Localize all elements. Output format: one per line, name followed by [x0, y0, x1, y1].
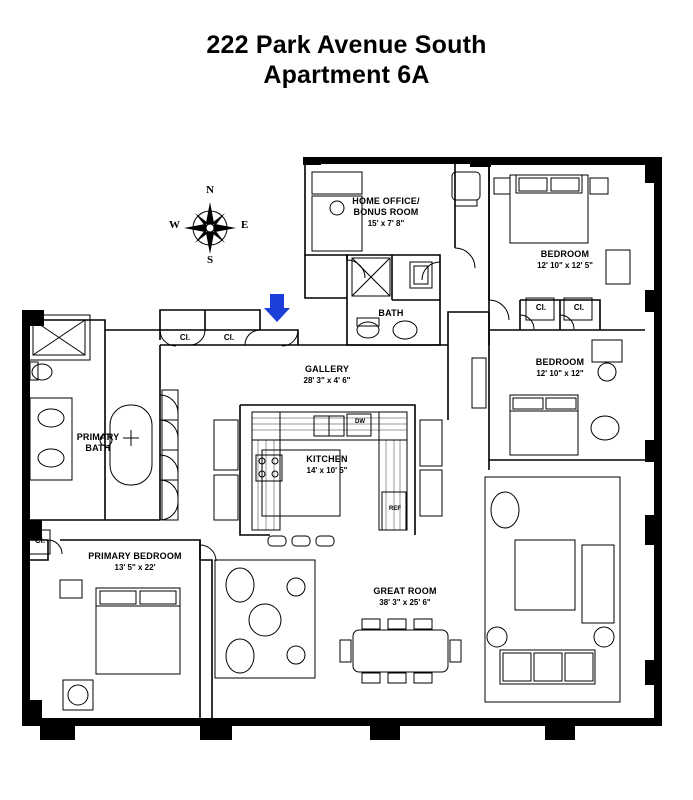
primary-bath-fixtures — [28, 315, 178, 520]
closet-label-gallery-2: Cl. — [223, 333, 235, 342]
closet-label-gallery-1: Cl. — [179, 333, 191, 342]
compass-east-label: E — [241, 219, 249, 231]
room-label-great-room: GREAT ROOM 38' 3" x 25' 6" — [373, 586, 437, 607]
kitchen-fixtures — [252, 412, 407, 546]
compass-south-label: S — [207, 254, 214, 266]
room-label-bedroom-1: BEDROOM 12' 10" x 12' 5" — [537, 249, 593, 270]
room-label-bath: BATH — [378, 308, 404, 318]
entry-arrow-icon — [264, 294, 290, 322]
room-label-home-office: HOME OFFICE/ BONUS ROOM 15' x 7' 8" — [352, 196, 420, 228]
appliance-label-refrigerator: REF — [389, 506, 401, 512]
closet-label-bedroom-1: Cl. — [535, 303, 547, 312]
compass-north-label: N — [206, 184, 214, 196]
room-label-primary-bedroom: PRIMARY BEDROOM 13' 5" x 22' — [88, 551, 182, 572]
room-label-kitchen: KITCHEN 14' x 10' 5" — [306, 454, 348, 475]
closet-label-primary: Cl. — [34, 536, 46, 545]
closet-label-bedroom-2: Cl. — [573, 303, 585, 312]
compass-labels — [168, 186, 252, 270]
room-label-bedroom-2: BEDROOM 12' 10" x 12" — [535, 357, 585, 378]
unit-title: Apartment 6A — [263, 61, 430, 89]
room-label-primary-bath: PRIMARY BATH — [76, 432, 120, 453]
compass-west-label: W — [169, 219, 180, 231]
building-title: 222 Park Avenue South — [206, 31, 487, 59]
room-label-gallery: GALLERY 28' 3" x 4' 6" — [303, 364, 351, 385]
primary-bedroom-furniture — [60, 580, 180, 710]
appliance-label-dishwasher: DW — [355, 419, 365, 425]
